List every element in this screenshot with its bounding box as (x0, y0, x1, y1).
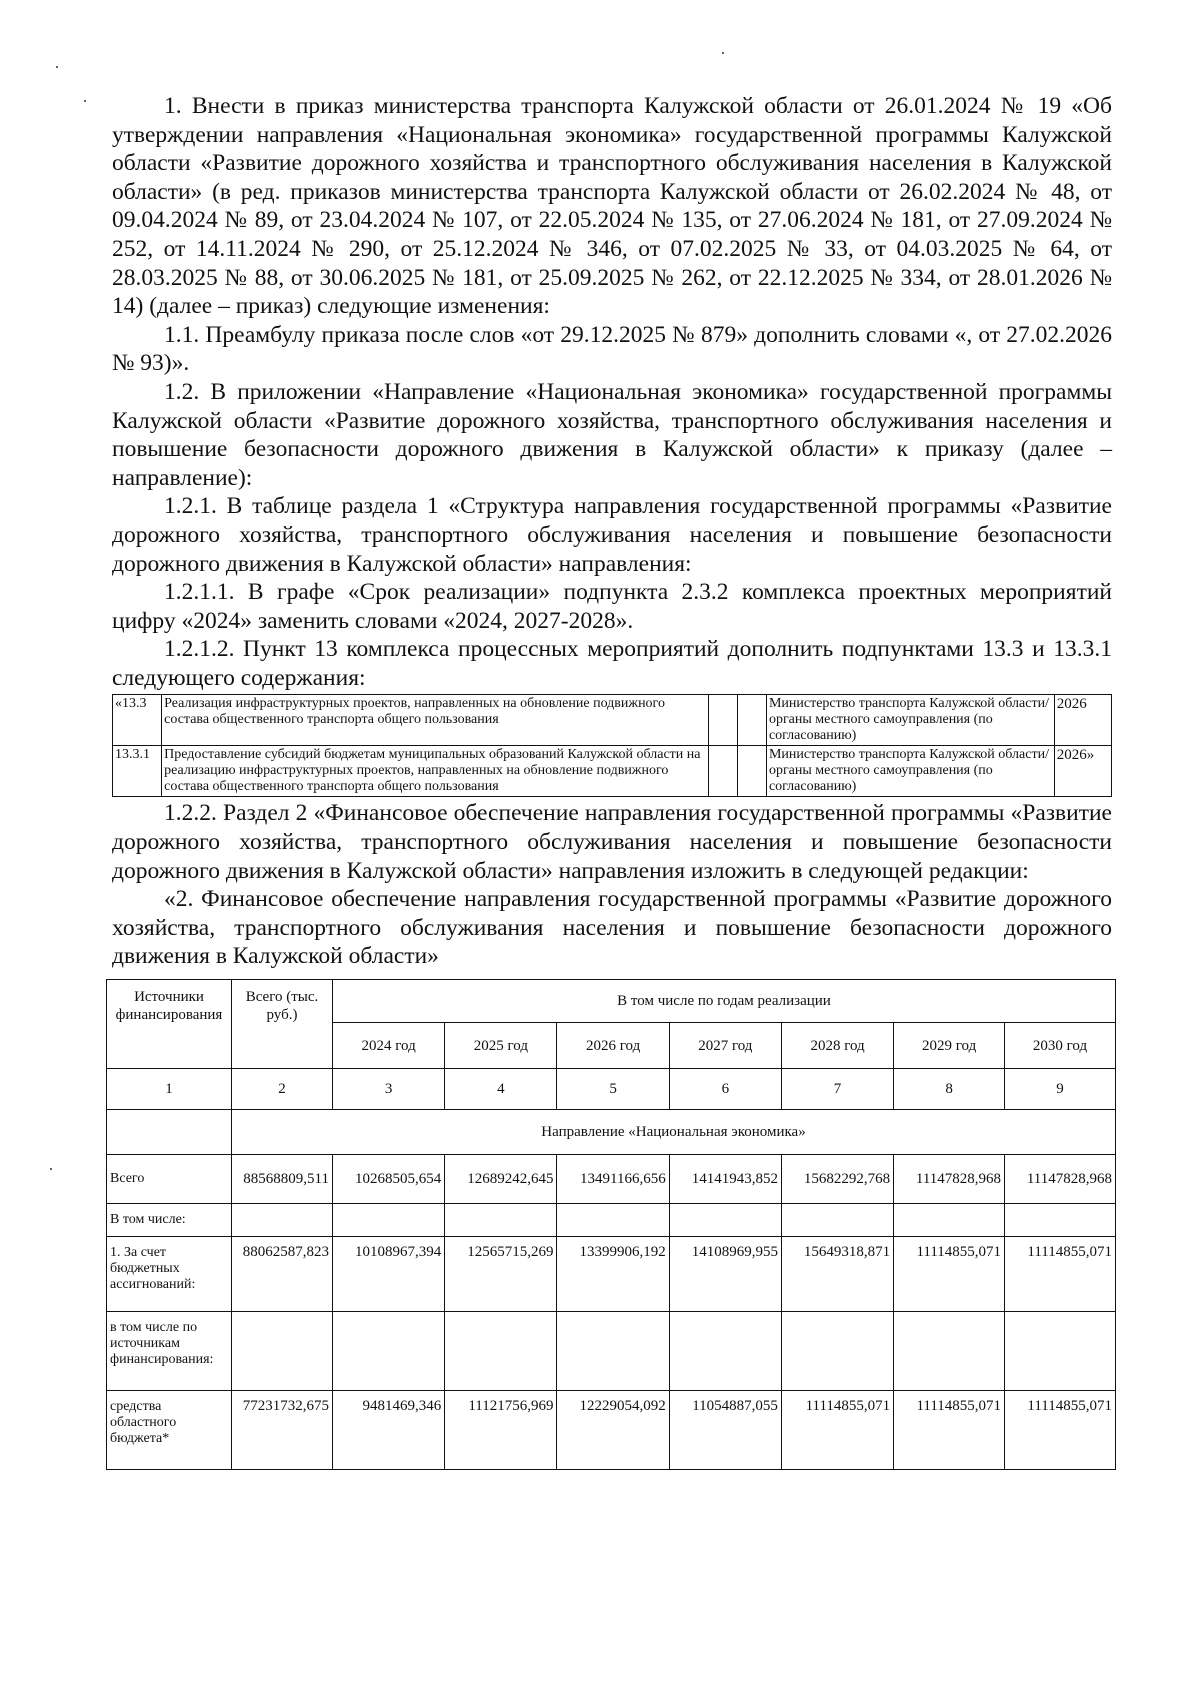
cell-value (1005, 1312, 1116, 1391)
cell-value: 11121756,969 (445, 1391, 557, 1470)
row-name: Предоставление субсидий бюджетам муниципальных образований Калужской области на реализацию инфраструктурных проектов, направленных на обновление подвижного состава общественного транспорта общего пользования (162, 746, 709, 797)
header-year: 2024 год (333, 1023, 445, 1069)
empty-cell (107, 1110, 232, 1155)
column-number: 4 (445, 1069, 557, 1110)
cell-value (894, 1312, 1005, 1391)
cell-value: 14141943,852 (669, 1155, 781, 1204)
document-page (112, 92, 1112, 1470)
cell-value: 11114855,071 (781, 1391, 893, 1470)
header-year: 2027 год (669, 1023, 781, 1069)
header-sources: Источники финансирования (107, 980, 232, 1069)
empty-cell (737, 746, 766, 797)
column-number: 9 (1005, 1069, 1116, 1110)
column-number: 3 (333, 1069, 445, 1110)
cell-value (232, 1204, 333, 1237)
cell-value (232, 1312, 333, 1391)
cell-value (781, 1204, 893, 1237)
cell-value: 11114855,071 (1005, 1237, 1116, 1312)
cell-value: 11147828,968 (894, 1155, 1005, 1204)
cell-value: 12689242,645 (445, 1155, 557, 1204)
table-row (107, 1155, 1116, 1204)
column-number: 7 (781, 1069, 893, 1110)
table-row (107, 1237, 1116, 1312)
empty-cell (708, 746, 737, 797)
header-year: 2029 год (894, 1023, 1005, 1069)
row-term: 2026 (1054, 695, 1111, 746)
row-label: Всего (107, 1155, 232, 1204)
row-name: Реализация инфраструктурных проектов, направленных на обновление подвижного состава общественного транспорта общего пользования (162, 695, 709, 746)
header-year: 2025 год (445, 1023, 557, 1069)
cell-value (557, 1312, 669, 1391)
cell-value: 11147828,968 (1005, 1155, 1116, 1204)
paragraph-1-2-1-2: 1.2.1.2. Пункт 13 комплекса процессных мероприятий дополнить подпунктами 13.3 и 13.3.1 следующего содержания: (112, 636, 1112, 691)
table-header-row (107, 980, 1116, 1023)
section-title-row (107, 1110, 1116, 1155)
cell-value: 10108967,394 (333, 1237, 445, 1312)
table-row (107, 1312, 1116, 1391)
insert-table (112, 694, 1112, 797)
cell-value (894, 1204, 1005, 1237)
column-number-row (107, 1069, 1116, 1110)
header-year: 2026 год (557, 1023, 669, 1069)
empty-cell (708, 695, 737, 746)
row-label: В том числе: (107, 1204, 232, 1237)
row-number: «13.3 (113, 695, 162, 746)
header-years-caption: В том числе по годам реализации (333, 980, 1116, 1023)
cell-value: 77231732,675 (232, 1391, 333, 1470)
scan-speck (50, 1168, 52, 1170)
cell-value: 11114855,071 (894, 1391, 1005, 1470)
scan-speck (722, 52, 724, 54)
cell-value (445, 1204, 557, 1237)
cell-value: 12229054,092 (557, 1391, 669, 1470)
scan-speck (84, 100, 86, 102)
row-term: 2026» (1054, 746, 1111, 797)
row-label: средства областного бюджета* (107, 1391, 232, 1470)
cell-value: 11114855,071 (894, 1237, 1005, 1312)
row-label: в том числе по источникам финансирования: (107, 1312, 232, 1391)
cell-value: 12565715,269 (445, 1237, 557, 1312)
paragraph-1-2: 1.2. В приложении «Направление «Национальная экономика» государственной программы Калужской области «Развитие дорожного хозяйства, транспортного обслуживания населения и повышение безопасности дорожного движения в Калужской области» к приказу (далее – направление): (112, 378, 1112, 491)
paragraph-1-2-1-1: 1.2.1.1. В графе «Срок реализации» подпункта 2.3.2 комплекса проектных мероприятий цифру «2024» заменить словами «2024, 2027-2028». (112, 579, 1112, 634)
cell-value (333, 1312, 445, 1391)
paragraph-1: 1. Внести в приказ министерства транспорта Калужской области от 26.01.2024 № 19 «Об утверждении направления «Национальная экономика» государственной программы Калужской области «Развитие дорожного хозяйства и транспортного обслуживания населения в Калужской области» (в ред. приказов министерства транспорта Калужской области от 26.02.2024 № 48, от 09.04.2024 № 89, от 23.04.2024 № 107, от 22.05.2024 № 135, от 27.06.2024 № 181, от 27.09.2024 № 252, от 14.11.2024 № 290, от 25.12.2024 № 346, от 07.02.2025 № 33, от 04.03.2025 № 64, от 28.03.2025 № 88, от 30.06.2025 № 181, от 25.09.2025 № 262, от 22.12.2025 № 334, от 28.01.2026 № 14) (далее – приказ) следующие изменения: (112, 93, 1112, 320)
column-number: 8 (894, 1069, 1005, 1110)
cell-value (333, 1204, 445, 1237)
cell-value: 15682292,768 (781, 1155, 893, 1204)
section-title: Направление «Национальная экономика» (232, 1110, 1116, 1155)
cell-value: 10268505,654 (333, 1155, 445, 1204)
paragraph-1-2-1: 1.2.1. В таблице раздела 1 «Структура направления государственной программы «Развитие дорожного хозяйства, транспортного обслуживания населения и повышение безопасности дорожного движения в Калужской области» направления: (112, 493, 1112, 577)
paragraph-1-2-2: 1.2.2. Раздел 2 «Финансовое обеспечение направления государственной программы «Развитие дорожного хозяйства, транспортного обслуживания населения и повышение безопасности дорожного движения в Калужской области» направления изложить в следующей редакции: (112, 800, 1112, 884)
cell-value (669, 1312, 781, 1391)
cell-value (1005, 1204, 1116, 1237)
column-number: 2 (232, 1069, 333, 1110)
header-year: 2030 год (1005, 1023, 1116, 1069)
cell-value: 15649318,871 (781, 1237, 893, 1312)
table-row (113, 746, 1112, 797)
row-responsible: Министерство транспорта Калужской области/ органы местного самоуправления (по согласованию) (766, 746, 1054, 797)
cell-value: 13399906,192 (557, 1237, 669, 1312)
row-number: 13.3.1 (113, 746, 162, 797)
header-year: 2028 год (781, 1023, 893, 1069)
cell-value (669, 1204, 781, 1237)
cell-value (781, 1312, 893, 1391)
cell-value: 13491166,656 (557, 1155, 669, 1204)
column-number: 1 (107, 1069, 232, 1110)
cell-value: 11114855,071 (1005, 1391, 1116, 1470)
table-row (107, 1391, 1116, 1470)
table-row (113, 695, 1112, 746)
row-label: 1. За счет бюджетных ассигнований: (107, 1237, 232, 1312)
column-number: 5 (557, 1069, 669, 1110)
cell-value (557, 1204, 669, 1237)
cell-value: 14108969,955 (669, 1237, 781, 1312)
paragraph-1-1: 1.1. Преамбулу приказа после слов «от 29.12.2025 № 879» дополнить словами «, от 27.02.2026 № 93)». (112, 321, 1112, 377)
cell-value: 9481469,346 (333, 1391, 445, 1470)
header-total: Всего (тыс. руб.) (232, 980, 333, 1069)
cell-value: 88062587,823 (232, 1237, 333, 1312)
finance-table (106, 979, 1116, 1470)
row-responsible: Министерство транспорта Калужской области/ органы местного самоуправления (по согласованию) (766, 695, 1054, 746)
column-number: 6 (669, 1069, 781, 1110)
empty-cell (737, 695, 766, 746)
section-2-heading: «2. Финансовое обеспечение направления государственной программы «Развитие дорожного хозяйства, транспортного обслуживания населения и повышение безопасности дорожного движения в Калужской области» (112, 886, 1112, 970)
scan-speck (56, 66, 58, 68)
cell-value (445, 1312, 557, 1391)
cell-value: 11054887,055 (669, 1391, 781, 1470)
cell-value: 88568809,511 (232, 1155, 333, 1204)
table-row (107, 1204, 1116, 1237)
